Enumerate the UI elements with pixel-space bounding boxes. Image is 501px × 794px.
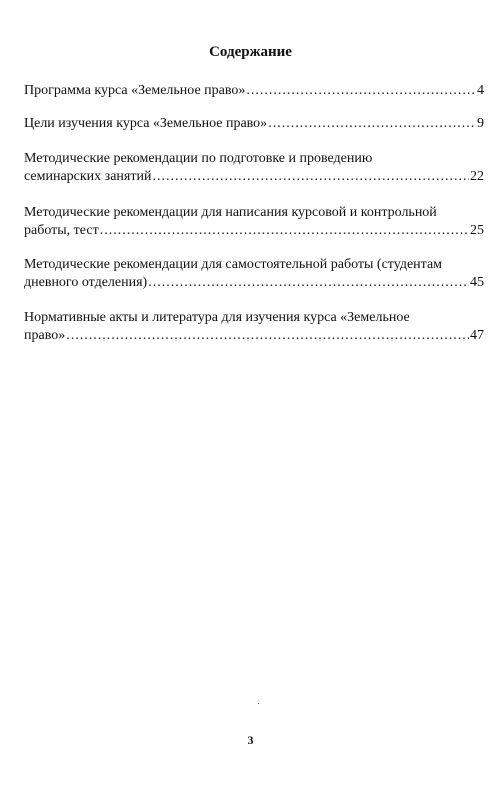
- toc-entry-page: 47: [470, 328, 484, 343]
- toc-leader-dots: [100, 222, 469, 240]
- toc-leader-dots: [246, 82, 476, 100]
- toc-entry-text: Цели изучения курса «Земельное право»: [24, 116, 268, 131]
- scan-speck: [258, 703, 259, 704]
- toc-entry-page: 9: [477, 116, 484, 131]
- toc-entry-page: 4: [477, 83, 484, 98]
- toc-entry: [24, 204, 484, 240]
- toc-entry-text: Методические рекомендации для самостоятельной работы (студентам: [24, 257, 443, 272]
- toc-leader-dots: [152, 168, 469, 186]
- toc-entry-page: 22: [470, 169, 484, 184]
- toc-entry-text: Методические рекомендации по подготовке и проведению: [24, 151, 373, 166]
- page-number: 3: [247, 733, 254, 747]
- toc-entry-page: 25: [470, 223, 484, 238]
- toc-entry: [24, 115, 484, 133]
- toc-entry: [24, 256, 484, 292]
- toc-entry: [24, 82, 484, 100]
- toc-entry-row: [24, 274, 484, 292]
- toc-entry-row: [24, 82, 484, 100]
- toc-entry-page: 45: [470, 275, 484, 290]
- toc-entry-text: Методические рекомендации для написания курсовой и контрольной: [24, 205, 437, 220]
- toc-entry-text: Программа курса «Земельное право»: [24, 83, 246, 98]
- toc-leader-dots: [66, 327, 469, 345]
- toc-entry-text: Нормативные акты и литература для изучения курса «Земельное: [24, 310, 410, 325]
- toc-leader-dots: [148, 274, 469, 292]
- toc-title: Содержание: [209, 44, 292, 60]
- toc-entry-row: [24, 115, 484, 133]
- toc-entry-text-cont: дневного отделения): [24, 275, 148, 290]
- toc-entry-text-cont: право»: [24, 328, 66, 343]
- toc-entry-text-cont: работы, тест: [24, 223, 99, 238]
- toc-entry-row: [24, 327, 484, 345]
- toc-leader-dots: [268, 115, 476, 133]
- toc-entry-text-cont: семинарских занятий: [24, 169, 152, 184]
- toc-entry: [24, 150, 484, 186]
- toc-entry-row: [24, 222, 484, 240]
- toc-entry: [24, 309, 484, 345]
- toc-entry-row: [24, 168, 484, 186]
